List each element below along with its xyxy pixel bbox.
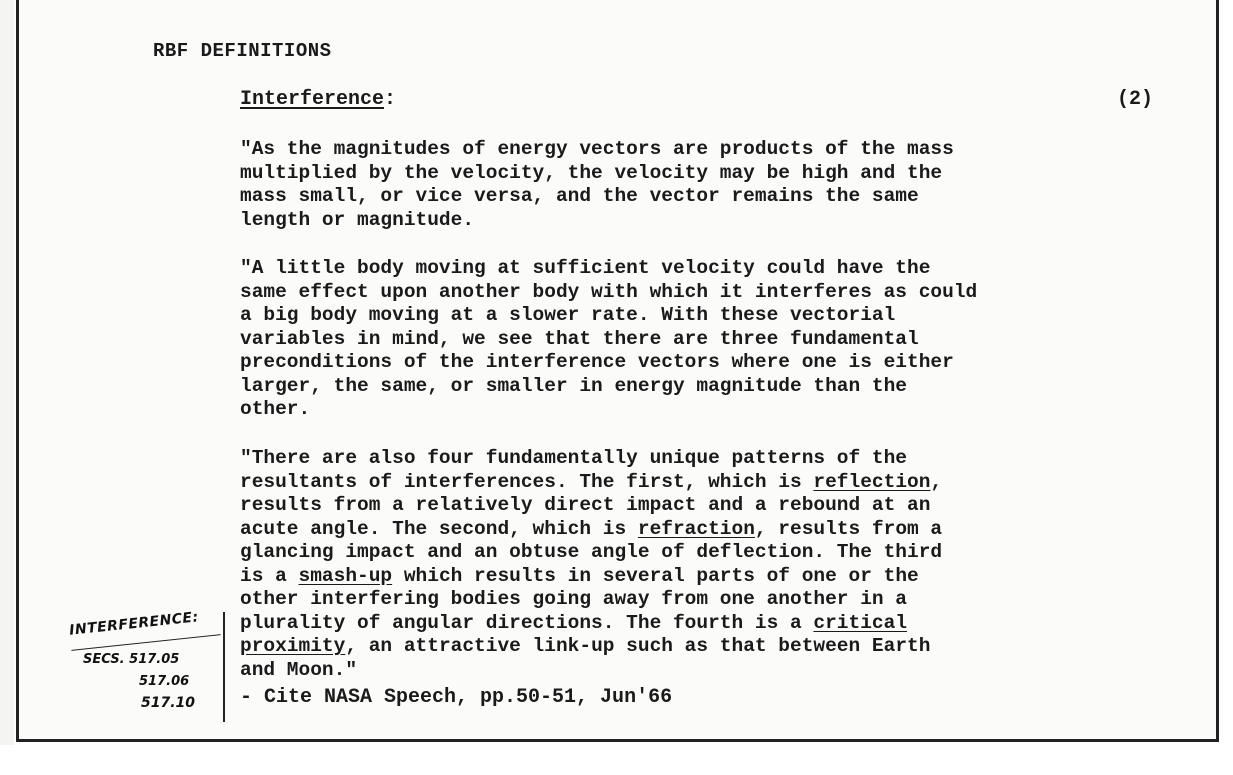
margin-note-underline bbox=[71, 634, 220, 651]
margin-note-line-2: 517.06 bbox=[139, 674, 190, 689]
underlined-reflection: reflection bbox=[813, 470, 931, 493]
card-heading: RBF DEFINITIONS bbox=[153, 40, 332, 62]
card-number: (2) bbox=[1117, 88, 1154, 111]
underlined-critical: critical bbox=[813, 611, 908, 634]
term-text: Interference bbox=[240, 88, 385, 111]
p3-text-f: , an attractive link-up such as that between Earth and Moon." bbox=[240, 635, 931, 681]
margin-note-line-1: SECS. 517.05 bbox=[83, 652, 180, 667]
quote-paragraph-3 bbox=[240, 447, 1140, 682]
p3-text-d: which results in several parts of one or the other interfering bodies going away from one another in a plurality of angular directions. The fourth is a bbox=[240, 564, 919, 634]
margin-note-line-3: 517.10 bbox=[141, 695, 196, 711]
quote-paragraph-2: "A little body moving at sufficient velocity could have the same effect upon another body with which it interferes as could a big body moving at a slower rate. With these vectorial variables in mind, we see that there are three fundamental preconditions of the interference vectors where one is either larger, the same, or smaller in energy magnitude than the other. bbox=[240, 257, 978, 420]
entry-term bbox=[240, 88, 396, 111]
underlined-smash-up: smash-up bbox=[298, 564, 393, 587]
p3-text-c: , results from a glancing impact and an obtuse angle of deflection. The third is a bbox=[240, 517, 943, 587]
citation: - Cite NASA Speech, pp.50-51, Jun'66 bbox=[240, 686, 673, 709]
term-colon: : bbox=[384, 88, 397, 111]
underlined-refraction: refraction bbox=[637, 517, 755, 540]
p3-text-a: "There are also four fundamentally unique patterns of the resultants of interferences. The first, which is bbox=[240, 447, 908, 493]
margin-note-title: INTERFERENCE: bbox=[68, 609, 200, 639]
underlined-proximity: proximity bbox=[240, 635, 346, 657]
margin-note-bracket bbox=[223, 612, 225, 722]
page-edge-shadow bbox=[0, 0, 14, 745]
definition-card bbox=[16, 0, 1219, 742]
handwritten-margin-note bbox=[67, 609, 229, 720]
p3-text-b: , results from a relatively direct impact and a rebound at an acute angle. The second, which is bbox=[240, 470, 943, 540]
quote-paragraph-1: "As the magnitudes of energy vectors are products of the mass multiplied by the velocity, the velocity may be high and the mass small, or vice versa, and the vector remains the same length or magnitude. bbox=[240, 138, 954, 231]
